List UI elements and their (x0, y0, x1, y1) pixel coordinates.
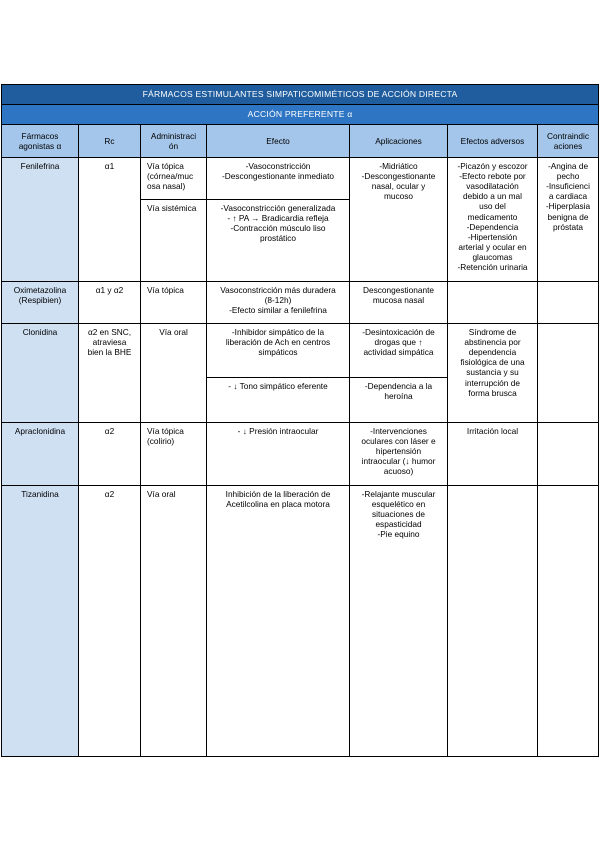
applications: -Intervenciones oculares con láser e hipertensión intraocular (↓ humor acuoso) (350, 423, 448, 486)
table-title: FÁRMACOS ESTIMULANTES SIMPATICOMIMÉTICOS DE ACCIÓN DIRECTA (2, 85, 599, 105)
contraindications (538, 423, 599, 486)
header-contraindicaciones: Contraindic aciones (538, 125, 599, 158)
adverse-effects (448, 282, 538, 324)
applications: -Dependencia a la heroína (350, 378, 448, 423)
receptor: α2 (79, 486, 141, 757)
drug-name: Fenilefrina (2, 158, 79, 282)
subtitle-row (2, 105, 599, 125)
table-row (2, 282, 599, 324)
drug-name: Clonidina (2, 324, 79, 423)
header-administracion: Administraci ón (141, 125, 207, 158)
contraindications (538, 486, 599, 757)
administration-route: Vía tópica (córnea/muc osa nasal) (141, 158, 207, 200)
applications: -Midriático -Descongestionante nasal, ocular y mucoso (350, 158, 448, 282)
contraindications (538, 324, 599, 423)
applications: Descongestionante mucosa nasal (350, 282, 448, 324)
effect: -Vasoconstricción generalizada - ↑ PA → Bradicardia refleja -Contracción músculo liso prostático (207, 200, 350, 282)
table-subtitle: ACCIÓN PREFERENTE α (2, 105, 599, 125)
administration-route: Vía sistémica (141, 200, 207, 282)
header-farmacos: Fármacos agonistas α (2, 125, 79, 158)
table-row (2, 423, 599, 486)
table-row (2, 158, 599, 200)
drug-name: Apraclonidina (2, 423, 79, 486)
header-rc: Rc (79, 125, 141, 158)
header-row (2, 125, 599, 158)
adverse-effects: -Picazón y escozor -Efecto rebote por vasodilatación debido a un mal uso del medicamento -Dependencia -Hipertensión arterial y ocular en glaucomas -Retención urinaria (448, 158, 538, 282)
contraindications: -Angina de pecho -Insuficienci a cardiaca -Hiperplasia benigna de próstata (538, 158, 599, 282)
drug-name: Oximetazolina (Respibien) (2, 282, 79, 324)
header-efectos-adversos: Efectos adversos (448, 125, 538, 158)
effect: Vasoconstricción más duradera (8-12h) -Efecto similar a fenilefrina (207, 282, 350, 324)
effect: -Inhibidor simpático de la liberación de Ach en centros simpáticos (207, 324, 350, 378)
applications: -Desintoxicación de drogas que ↑ actividad simpática (350, 324, 448, 378)
administration-route: Vía tópica (colirio) (141, 423, 207, 486)
drug-name: Tizanidina (2, 486, 79, 757)
adverse-effects (448, 486, 538, 757)
applications: -Relajante muscular esquelético en situaciones de espasticidad -Pie equino (350, 486, 448, 757)
drug-table (1, 84, 599, 757)
table-row (2, 486, 599, 757)
receptor: α1 y α2 (79, 282, 141, 324)
title-row (2, 85, 599, 105)
header-aplicaciones: Aplicaciones (350, 125, 448, 158)
receptor: α1 (79, 158, 141, 282)
effect: Inhibición de la liberación de Acetilcolina en placa motora (207, 486, 350, 757)
receptor: α2 (79, 423, 141, 486)
effect: -Vasoconstricción -Descongestionante inmediato (207, 158, 350, 200)
effect: - ↓ Presión intraocular (207, 423, 350, 486)
table-row (2, 324, 599, 378)
contraindications (538, 282, 599, 324)
administration-route: Vía tópica (141, 282, 207, 324)
effect: - ↓ Tono simpático eferente (207, 378, 350, 423)
adverse-effects: Irritación local (448, 423, 538, 486)
adverse-effects: Síndrome de abstinencia por dependencia fisiológica de una sustancia y su interrupción de forma brusca (448, 324, 538, 423)
administration-route: Vía oral (141, 324, 207, 423)
header-efecto: Efecto (207, 125, 350, 158)
administration-route: Vía oral (141, 486, 207, 757)
receptor: α2 en SNC, atraviesa bien la BHE (79, 324, 141, 423)
